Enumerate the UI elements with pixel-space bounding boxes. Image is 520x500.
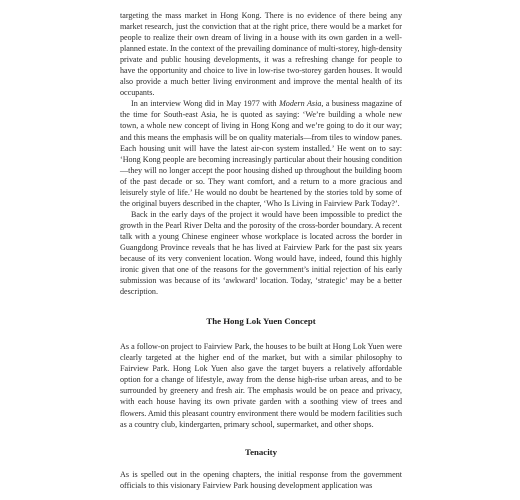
paragraph-tenacity: As is spelled out in the opening chapters, the initial response from the government officials to this visionary Fairview Park housing development application was (120, 469, 402, 490)
section-heading-concept: The Hong Lok Yuen Concept (206, 316, 316, 327)
paragraph-early-days: Back in the early days of the project it would have been impossible to predict the growth in the Pearl River Delta and the porosity of the cross-border boundary. A recent talk with a young Chinese engineer whose workplace is located across the border in Guangdong Province reveals that he has lived at Fairview Park for the past six years because of its very convenient location. Wong would have, indeed, found this highly ironic given that one of the reasons for the government’s initial rejection of his early submission was because of its ‘awkward’ location. Today, ‘strategic’ may be a better description. (120, 209, 402, 297)
paragraph-market: targeting the mass market in Hong Kong. There is no evidence of there being any market research, just the conviction that at the right price, there would be a market for people to realize their own dream of living in a house with its own garden in a well-planned estate. In the context of the prevailing dominance of multi-storey, high-density private and public housing developments, it was a refreshing change for people to have the opportunity and choice to live in low-rise two-storey garden houses. It would also provide a much better living environment and improve the mental health of its occupants. (120, 11, 403, 98)
paragraph-interview-start: In an interview Wong did in May 1977 with (131, 99, 280, 109)
paragraph-interview (120, 98, 402, 208)
paragraph-interview-rest: , a business magazine of the time for South-east Asia, he is quoted as saying: ‘We’re building a whole new town, a whole new concept of living in Hong Kong and we’re going to do it our way; and this means the emphasis will be on quality materials—from tiles to window panes. Each housing unit will have the latest air-con system installed.’ He went on to say: ‘Hong Kong people are becoming increasingly particular about their housing condition—they will no longer accept the poor housing dished up throughout the building boom of the past decade or so. They want comfort, and a return to a more gracious and leisurely style of life.’ He would no doubt be heartened by the stories told by some of the original buyers described in the chapter, ‘Who Is Living in Fairview Park Today?’. (120, 99, 402, 208)
book-page (120, 10, 402, 491)
paragraph-hong-lok-yuen: As a follow-on project to Fairview Park, the houses to be built at Hong Lok Yuen were clearly targeted at the higher end of the market, but with a similar philosophy to Fairview Park. Hong Lok Yuen also gave the target buyers a relatively affordable option for a change of lifestyle, away from the dense high-rise urban areas, and to be surrounded by greenery and fresh air. The emphasis would be on peace and privacy, with each house having its own private garden with a soothing view of trees and flowers. Amid this pleasant country environment there would be modern facilities such as a country club, kindergarten, primary school, supermarket, and other shops. (120, 342, 402, 429)
section-heading-tenacity: Tenacity (245, 446, 277, 457)
magazine-title: Modern Asia (279, 99, 322, 109)
